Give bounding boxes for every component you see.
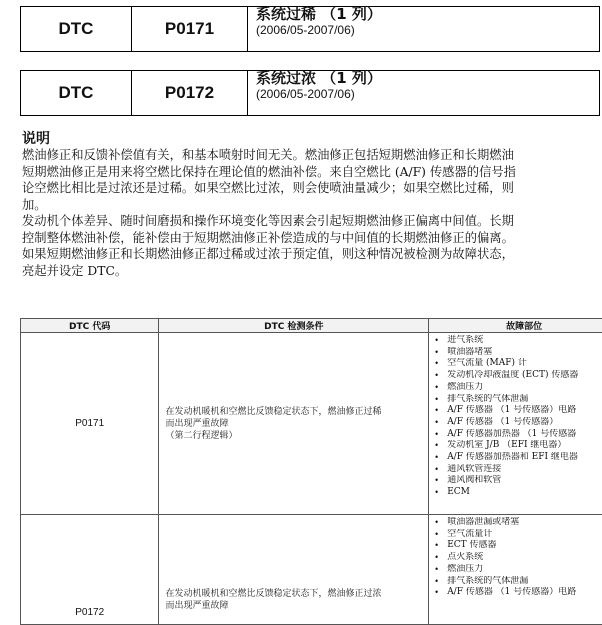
dtc-label: DTC: [21, 71, 132, 115]
dtc-header-p0171: [20, 6, 600, 52]
table-row: [21, 515, 602, 625]
description-line: 短期燃油修正是用来将空燃比保持在理论值的燃油补偿。来自空燃比 (A/F) 传感器的信号指: [22, 164, 602, 181]
list-item: • 空气流量计: [433, 529, 602, 541]
trouble-area-cell: [429, 333, 602, 515]
condition-line: 在发动机暖机和空燃比反馈稳定状态下，燃油修正过稀: [165, 406, 428, 418]
trouble-area-cell: [429, 515, 602, 625]
list-item: • A/F 传感器加热器和 EFI 继电器: [433, 452, 602, 464]
detection-condition-cell: [159, 515, 429, 625]
description-line: 发动机个体差异、随时间磨损和操作环境变化等因素会引起短期燃油修正偏离中间值。长期: [22, 213, 602, 230]
table-row: [21, 333, 602, 515]
list-item: • 排气系统的气体泄漏: [433, 576, 602, 588]
description-body: [22, 147, 602, 279]
dtc-code: P0172: [132, 71, 248, 115]
list-item: • A/F 传感器 （1 号传感器）电路: [433, 405, 602, 417]
description-line: 论空燃比相比是过浓还是过稀。如果空燃比过浓，则会使喷油量减少；如果空燃比过稀，则: [22, 180, 602, 197]
description-line: 如果短期燃油修正和长期燃油修正都过稀或过浓于预定值，则这种情况被检测为故障状态，: [22, 246, 602, 263]
list-item: • A/F 传感器 （1 号传感器）电路: [433, 587, 602, 599]
description-line: 亮起并设定 DTC。: [22, 263, 602, 280]
dtc-title: 系统过稀 （1 列）: [256, 5, 382, 23]
list-item: • 喷油器泄漏或堵塞: [433, 517, 602, 529]
detection-condition-cell: [159, 333, 429, 515]
dtc-date-range: (2006/05-2007/06): [256, 23, 355, 37]
list-item: • 发动机冷却液温度 (ECT) 传感器: [433, 370, 602, 382]
table-header-row: [21, 319, 602, 333]
dtc-date-range: (2006/05-2007/06): [256, 87, 355, 101]
description-line: 加。: [22, 197, 602, 214]
condition-line: （第二行程逻辑）: [165, 430, 428, 442]
dtc-title-cell: [248, 7, 599, 51]
list-item: • ECM: [433, 487, 602, 499]
condition-line: 在发动机暖机和空燃比反馈稳定状态下，燃油修正过浓: [165, 588, 428, 600]
column-header-parts: 故障部位: [429, 319, 602, 333]
dtc-code: P0171: [132, 7, 248, 51]
trouble-area-list: [433, 517, 602, 599]
condition-line: 而出现严重故障: [165, 418, 428, 430]
section-title: 说明: [22, 128, 50, 148]
list-item: • 发动机室 J/B （EFI 继电器）: [433, 440, 602, 452]
column-header-code: DTC 代码: [21, 319, 159, 333]
list-item: • 燃油压力: [433, 382, 602, 394]
list-item: • A/F 传感器加热器 （1 号传感器: [433, 429, 602, 441]
list-item: • 通风阀和软管: [433, 475, 602, 487]
dtc-code-cell: P0172: [21, 515, 159, 625]
condition-line: 而出现严重故障: [165, 600, 428, 612]
list-item: • ECT 传感器: [433, 540, 602, 552]
dtc-code-cell: P0171: [21, 333, 159, 515]
list-item: • 燃油压力: [433, 564, 602, 576]
trouble-area-list: [433, 335, 602, 499]
list-item: • 进气系统: [433, 335, 602, 347]
dtc-label: DTC: [21, 7, 132, 51]
dtc-table: [20, 318, 602, 625]
column-header-condition: DTC 检测条件: [159, 319, 429, 333]
description-line: 燃油修正和反馈补偿值有关，和基本喷射时间无关。燃油修正包括短期燃油修正和长期燃油: [22, 147, 602, 164]
description-line: 控制整体燃油补偿，能补偿由于短期燃油修正补偿造成的与中间值的长期燃油修正的偏离。: [22, 230, 602, 247]
list-item: • 喷油器堵塞: [433, 347, 602, 359]
list-item: • A/F 传感器 （1 号传感器）: [433, 417, 602, 429]
list-item: • 通风软管连接: [433, 464, 602, 476]
list-item: • 空气流量 (MAF) 计: [433, 358, 602, 370]
dtc-header-p0172: [20, 70, 600, 116]
list-item: • 点火系统: [433, 552, 602, 564]
dtc-title-cell: [248, 71, 599, 115]
list-item: • 排气系统的气体泄漏: [433, 394, 602, 406]
dtc-title: 系统过浓 （1 列）: [256, 69, 382, 87]
